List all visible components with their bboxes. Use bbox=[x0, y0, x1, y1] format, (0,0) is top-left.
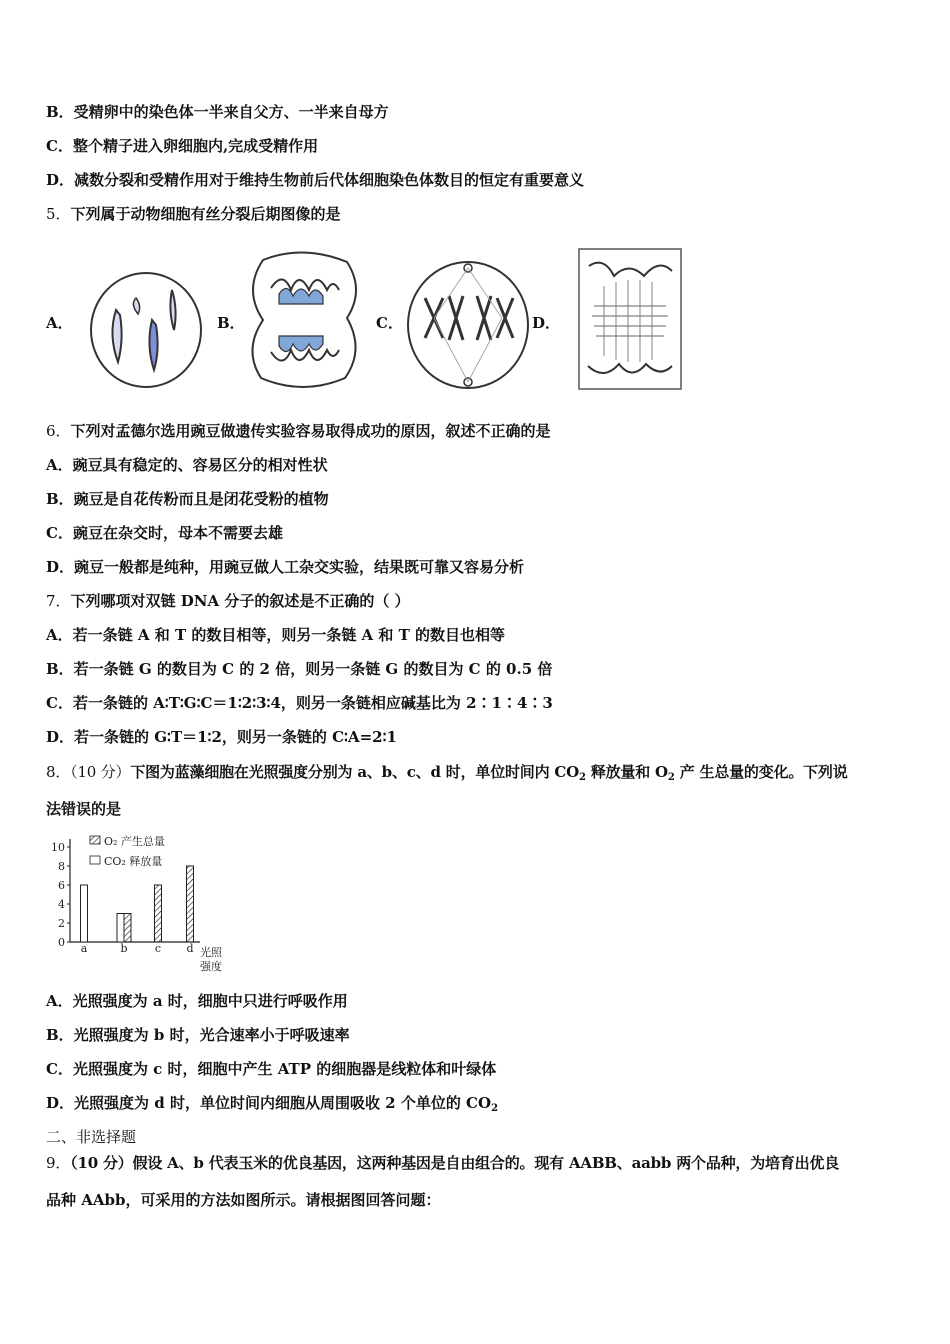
q9-text: （10 分）假设 A、b 代表玉米的优良基因，这两种基因是自由组合的。现有 AABB、aabb 两个品种，为培育出优良 bbox=[70, 1154, 840, 1172]
q7-option-b: B．若一条链 G 的数目为 C 的 2 倍，则另一条链 G 的数目为 C 的 0.5 倍 bbox=[46, 660, 553, 678]
legend-label-co2: CO₂ 释放量 bbox=[104, 855, 163, 868]
q8-score: （10 分） bbox=[70, 763, 131, 781]
q8-text-a: 下图为蓝藻细胞在光照强度分别为 a、b、c、d 时，单位时间内 CO bbox=[130, 763, 580, 781]
y-tick-label: 2 bbox=[58, 917, 65, 930]
q5-text: 下列属于动物细胞有丝分裂后期图像的是 bbox=[70, 205, 341, 223]
q7-option-d: D．若一条链的 G∶T＝1∶2，则另一条链的 C∶A=2∶1 bbox=[46, 728, 397, 746]
q5-label-c: C． bbox=[376, 314, 403, 332]
q8-option-d bbox=[46, 1093, 498, 1113]
q9-line2: 品种 AAbb，可采用的方法如图所示。请根据图回答问题： bbox=[46, 1191, 441, 1209]
q4-option-c: C．整个精子进入卵细胞内,完成受精作用 bbox=[46, 137, 319, 155]
y-tick-label: 6 bbox=[58, 879, 65, 892]
q8-sub-co2: 2 bbox=[579, 772, 586, 783]
q8-option-d-text: D．光照强度为 d 时，单位时间内细胞从周围吸收 2 个单位的 CO bbox=[46, 1094, 492, 1112]
q8-text-c: 产 生总量的变化。下列说 bbox=[674, 763, 848, 781]
q6-option-d: D．豌豆一般都是纯种，用豌豆做人工杂交实验，结果既可靠又容易分析 bbox=[46, 558, 525, 576]
q7-option-c: C．若一条链的 A∶T∶G∶C＝1∶2∶3∶4，则另一条链相应碱基比为 2∶1∶4∶3 bbox=[46, 694, 553, 712]
q6-text: 下列对孟德尔选用豌豆做遗传实验容易取得成功的原因，叙述不正确的是 bbox=[70, 422, 551, 440]
q8-bar-chart bbox=[40, 828, 240, 976]
x-tick-label-c: c bbox=[154, 942, 162, 955]
bar-co2-b bbox=[117, 914, 124, 943]
cell-figure-a bbox=[88, 270, 206, 392]
x-tick-label-b: b bbox=[120, 942, 128, 955]
x-axis-label: 光照 bbox=[200, 946, 222, 959]
y-tick-label: 4 bbox=[58, 898, 65, 911]
q8-option-a: A．光照强度为 a 时，细胞中只进行呼吸作用 bbox=[46, 992, 348, 1010]
q8-option-d-sub: 2 bbox=[491, 1103, 499, 1114]
q9-stem bbox=[46, 1153, 839, 1173]
y-tick-label: 10 bbox=[51, 841, 65, 854]
q8-stem bbox=[46, 762, 848, 782]
q7-option-a: A．若一条链 A 和 T 的数目相等，则另一条链 A 和 T 的数目也相等 bbox=[46, 626, 506, 644]
q5-number: 5． bbox=[46, 205, 71, 223]
q6-option-c: C．豌豆在杂交时，母本不需要去雄 bbox=[46, 524, 283, 542]
q8-sub-o2: 2 bbox=[667, 772, 675, 783]
legend-swatch-o2 bbox=[90, 836, 100, 844]
bar-o2-d bbox=[187, 866, 194, 942]
q8-stem-line2: 法错误的是 bbox=[46, 800, 122, 818]
q7-text: 下列哪项对双链 DNA 分子的叙述是不正确的（ ） bbox=[70, 592, 410, 610]
q6-number: 6． bbox=[46, 422, 71, 440]
q5-label-a: A． bbox=[46, 314, 73, 332]
q8-option-b: B．光照强度为 b 时，光合速率小于呼吸速率 bbox=[46, 1026, 350, 1044]
q9-number: 9． bbox=[46, 1154, 71, 1172]
section-title: 二、非选择题 bbox=[46, 1128, 137, 1146]
legend-swatch-co2 bbox=[90, 856, 100, 864]
x-tick-label-d: d bbox=[186, 942, 194, 955]
q6-option-b: B．豌豆是自花传粉而且是闭花受粉的植物 bbox=[46, 490, 329, 508]
q5-label-d: D． bbox=[532, 314, 561, 332]
cell-figure-c bbox=[405, 258, 531, 392]
q8-number: 8． bbox=[46, 763, 71, 781]
y-tick-label: 0 bbox=[58, 936, 65, 949]
q5-label-b: B． bbox=[217, 314, 245, 332]
q7-number: 7． bbox=[46, 592, 71, 610]
x-axis-label: 强度 bbox=[200, 960, 222, 973]
q6-stem bbox=[46, 421, 551, 441]
q4-option-b: B．受精卵中的染色体一半来自父方、一半来自母方 bbox=[46, 103, 389, 121]
bar-o2-b bbox=[124, 914, 131, 943]
q8-option-c: C．光照强度为 c 时，细胞中产生 ATP 的细胞器是线粒体和叶绿体 bbox=[46, 1060, 497, 1078]
q5-stem bbox=[46, 204, 341, 224]
bar-co2-a bbox=[81, 885, 88, 942]
q6-option-a: A．豌豆具有稳定的、容易区分的相对性状 bbox=[46, 456, 328, 474]
cell-figure-d bbox=[574, 246, 686, 392]
q7-stem bbox=[46, 591, 410, 611]
cell-figure-b bbox=[243, 250, 365, 392]
y-tick-label: 8 bbox=[58, 860, 65, 873]
bar-o2-c bbox=[155, 885, 162, 942]
q8-text-b: 释放量和 O bbox=[585, 763, 668, 781]
q4-option-d: D．减数分裂和受精作用对于维持生物前后代体细胞染色体数目的恒定有重要意义 bbox=[46, 171, 585, 189]
legend-label-o2: O₂ 产生总量 bbox=[104, 835, 165, 848]
x-tick-label-a: a bbox=[80, 942, 88, 955]
